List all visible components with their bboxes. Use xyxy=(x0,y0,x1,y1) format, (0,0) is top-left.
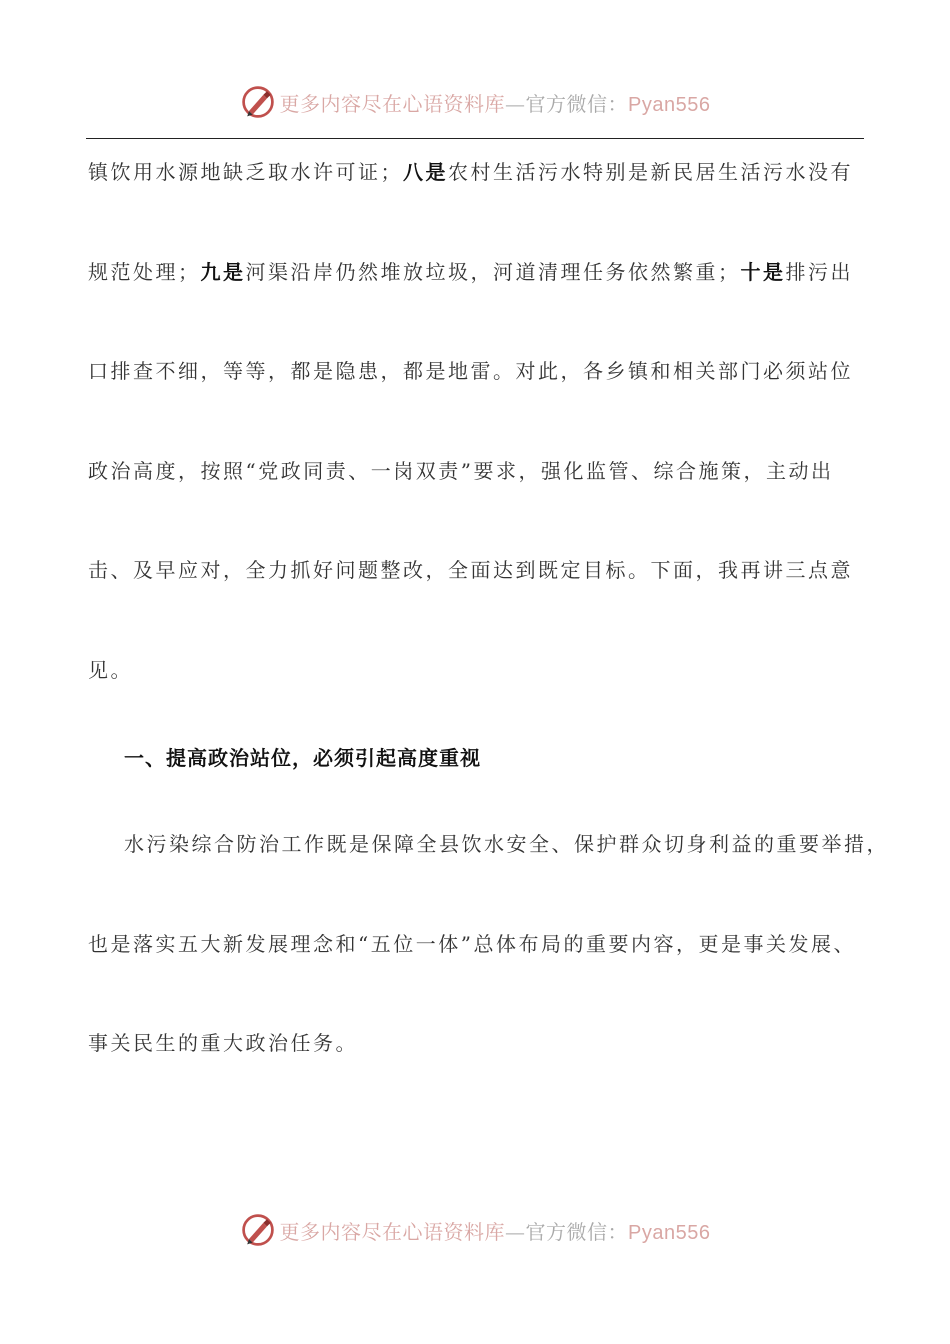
body-line xyxy=(88,258,878,286)
text-run: 排污出 xyxy=(785,260,853,284)
pen-logo-icon xyxy=(240,84,276,120)
banner-text xyxy=(280,88,711,117)
footer-banner xyxy=(0,1208,950,1252)
bold-run: 十是 xyxy=(740,260,786,284)
pen-logo-icon xyxy=(240,1212,276,1248)
banner-dash: — xyxy=(505,1219,526,1244)
banner-dash: — xyxy=(505,91,526,116)
text-run: 农村生活污水特别是新民居生活污水没有 xyxy=(448,160,853,184)
bold-run: 八是 xyxy=(403,160,448,184)
banner-main-text: 更多内容尽在心语资料库 xyxy=(279,1219,506,1244)
bold-run: 九是 xyxy=(200,260,246,284)
text-run: 河渠沿岸仍然堆放垃圾，河道清理任务依然繁重； xyxy=(245,260,741,284)
header-banner xyxy=(0,80,950,124)
body-line: 水污染综合防治工作既是保障全县饮水安全、保护群众切身利益的重要举措， xyxy=(124,832,889,856)
body-line: 事关民生的重大政治任务。 xyxy=(88,1031,358,1055)
body-line: 见。 xyxy=(88,658,133,682)
body-line: 口排查不细，等等，都是隐患，都是地雷。对此，各乡镇和相关部门必须站位 xyxy=(88,359,853,383)
body-line: 击、及早应对，全力抓好问题整改，全面达到既定目标。下面，我再讲三点意 xyxy=(88,558,853,582)
banner-main-text: 更多内容尽在心语资料库 xyxy=(279,91,506,116)
banner-wechat-id: Pyan556 xyxy=(628,93,711,116)
text-run: 规范处理； xyxy=(88,260,201,284)
banner-label: 官方微信： xyxy=(525,1219,629,1244)
text-run: 镇饮用水源地缺乏取水许可证； xyxy=(88,160,403,184)
body-line xyxy=(88,158,878,186)
header-divider xyxy=(86,138,864,139)
body-line: 也是落实五大新发展理念和“五位一体”总体布局的重要内容，更是事关发展、 xyxy=(88,932,856,956)
banner-text xyxy=(280,1216,711,1245)
body-line: 政治高度，按照“党政同责、一岗双责”要求，强化监管、综合施策，主动出 xyxy=(88,459,834,483)
banner-label: 官方微信： xyxy=(525,91,629,116)
banner-wechat-id: Pyan556 xyxy=(628,1221,711,1244)
section-heading: 一、提高政治站位，必须引起高度重视 xyxy=(124,746,481,770)
